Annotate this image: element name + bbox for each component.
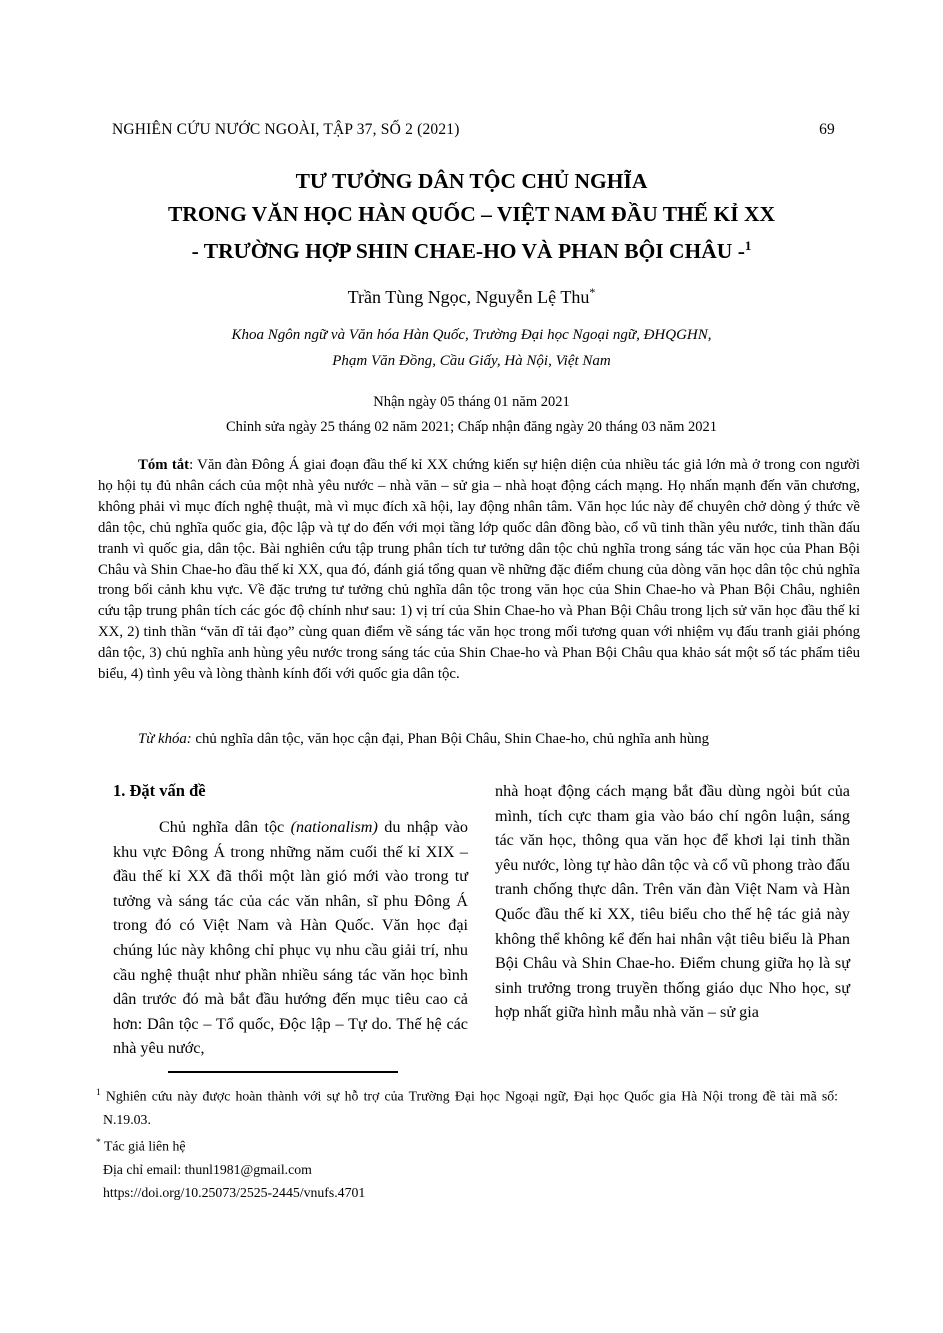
article-title-line3 (55, 230, 888, 268)
section-1-paragraph-right: nhà hoạt động cách mạng bắt đầu dùng ngòi bút của mình, tích cực tham gia vào báo chí ngôn luận, sáng tác văn học, thông qua văn học để khơi lại tinh thần yêu nước, lòng tự hào dân tộc và cổ vũ phong trào đấu tranh chống thực dân. Trên văn đàn Việt Nam và Hàn Quốc đầu thế kỉ XX, tiêu biểu cho thế hệ tác giả này không thể không kể đến hai nhân vật tiêu biểu là Phan Bội Châu và Shin Chae-ho. Điểm chung giữa họ là sự sinh trưởng trong truyền thống giáo dục Nho học, sự hợp nhất giữa hình mẫu nhà văn – sử gia (495, 782, 850, 1022)
page-header (112, 121, 835, 139)
article-dates (0, 390, 943, 439)
article-title-line2: TRONG VĂN HỌC HÀN QUỐC – VIỆT NAM ĐẦU THẾ KỈ XX (167, 201, 776, 226)
affiliation-line2: Phạm Văn Đồng, Cầu Giấy, Hà Nội, Việt Nam (332, 353, 611, 369)
footnote-email: Địa chỉ email: thunl1981@gmail.com (103, 1161, 312, 1177)
left-para-text-2: du nhập vào khu vực Đông Á trong những năm cuối thế kỉ XIX – đầu thế kỉ XX đã thổi một làn gió mới vào trong tư tưởng và sáng tác của các văn nhân, sĩ phu Đông Á trong đó có Việt Nam và Hàn Quốc. Văn học đại chúng lúc này không chỉ phục vụ nhu cầu giải trí, nhu cầu nghệ thuật như phần nhiều sáng tác văn học bình dân trước đó mà bắt đầu hướng đến mục tiêu cao cả hơn: Dân tộc – Tổ quốc, Độc lập – Tự do. Thế hệ các nhà yêu nước, (113, 818, 468, 1058)
footnote-asterisk-mark: * (96, 1137, 101, 1148)
authors-line (0, 285, 943, 308)
keywords-label: Từ khóa: (138, 731, 192, 747)
footnote-1 (96, 1082, 838, 1132)
footnote-doi: https://doi.org/10.25073/2525-2445/vnufs.4701 (103, 1185, 366, 1201)
abstract-label: Tóm tắt (138, 457, 190, 473)
corresponding-author-mark: * (589, 285, 596, 299)
left-para-italic-term: (nationalism) (290, 818, 378, 836)
keywords-text: chủ nghĩa dân tộc, văn học cận đại, Phan Bội Châu, Shin Chae-ho, chủ nghĩa anh hùng (191, 731, 710, 747)
received-date: Nhận ngày 05 tháng 01 năm 2021 (373, 394, 570, 410)
article-title-line3-text: - TRƯỜNG HỢP SHIN CHAE-HO VÀ PHAN BỘI CHÂU - (191, 239, 745, 264)
footnotes (96, 1082, 838, 1205)
affiliation-line1: Khoa Ngôn ngữ và Văn hóa Hàn Quốc, Trường Đại học Ngoại ngữ, ĐHQGHN, (231, 327, 712, 343)
article-title (55, 165, 888, 268)
abstract-text: : Văn đàn Đông Á giai đoạn đầu thế kỉ XX chứng kiến sự hiện diện của nhiều tác giả lớn mà ở trong con người họ hội tụ đủ nhân cách của một nhà yêu nước – nhà văn – sử gia – nhà hoạt động cách mạng. Họ nhấn mạnh đến văn chương, không phải vì mục đích nghệ thuật, mà vì mục đích xã hội, lay động nhân tâm. Văn học lúc này để chuyên chở dòng ý thức về dân tộc, chủ nghĩa quốc gia, độc lập và tự do đến với mọi tầng lớp quốc dân đồng bào, cổ vũ tinh thần yêu nước, tinh thần đấu tranh vì quốc gia, dân tộc. Bài nghiên cứu tập trung phân tích tư tưởng dân tộc chủ nghĩa trong sáng tác văn học của Phan Bội Châu và Shin Chae-ho đầu thế kỉ XX, qua đó, đánh giá tổng quan về những đặc điểm chung của dòng văn học dân tộc chủ nghĩa trong bối cảnh khu vực. Về đặc trưng tư tưởng chủ nghĩa dân tộc trong văn học của Shin Chae-ho và Phan Bội Châu, nghiên cứu tập trung phân tích các góc độ chính như sau: 1) vị trí của Shin Chae-ho và Phan Bội Châu trong lịch sử văn học đầu thế kỉ XX, 2) tinh thần “văn dĩ tải đạo” cùng quan điểm về sáng tác văn học trong mối tương quan với nhiệm vụ đấu tranh giải phóng dân tộc, 3) chủ nghĩa anh hùng yêu nước trong sáng tác của Shin Chae-ho và Phan Bội Châu qua khảo sát một số tác phẩm tiêu biểu, 4) tình yêu và lòng thành kính đối với quốc gia dân tộc. (98, 457, 860, 683)
footnote-1-mark: 1 (96, 1088, 101, 1098)
abstract (98, 455, 860, 685)
footnote-corresponding-author (96, 1132, 838, 1158)
footnote-1-text: Nghiên cứu này được hoàn thành với sự hỗ trợ của Trường Đại học Ngoại ngữ, Đại học Quốc gia Hà Nội trong đề tài mã số: N.19.03. (100, 1088, 838, 1128)
author-names: Trần Tùng Ngọc, Nguyễn Lệ Thu (347, 287, 590, 307)
two-column-body (113, 779, 850, 1061)
right-column (495, 779, 850, 1061)
title-footnote-mark: 1 (744, 238, 752, 253)
affiliation (0, 322, 943, 374)
left-column (113, 779, 468, 1061)
left-para-text-1: Chủ nghĩa dân tộc (159, 818, 291, 836)
page-number: 69 (819, 121, 835, 138)
article-title-line1: TƯ TƯỞNG DÂN TỘC CHỦ NGHĨA (295, 169, 648, 193)
section-1-paragraph-left (113, 815, 468, 1061)
footnote-separator-rule (168, 1071, 398, 1073)
keywords (98, 729, 860, 750)
footnote-asterisk-text: Tác giả liên hệ (100, 1138, 186, 1154)
section-1-heading: 1. Đặt vấn đề (113, 781, 206, 800)
journal-name: NGHIÊN CỨU NƯỚC NGOÀI, TẬP 37, SỐ 2 (2021) (112, 121, 460, 138)
revised-accepted-date: Chỉnh sửa ngày 25 tháng 02 năm 2021; Chấp nhận đăng ngày 20 tháng 03 năm 2021 (225, 418, 718, 435)
